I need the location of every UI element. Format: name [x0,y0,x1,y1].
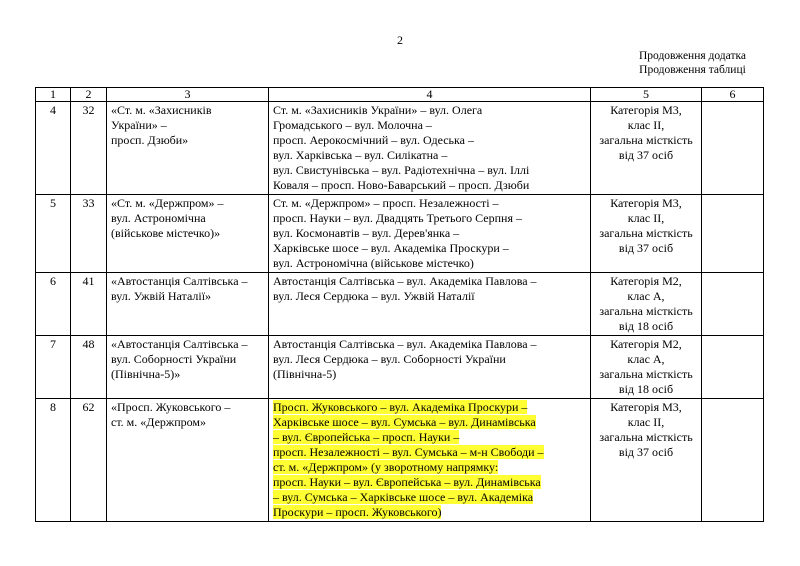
route-number: 41 [71,273,107,336]
route-name [107,102,269,195]
route-path-line: Ст. м. «Держпром» – просп. Незалежності – [273,196,499,210]
extra-cell [702,273,764,336]
header-cell: 6 [702,88,764,102]
route-name-line: «Ст. м. «Захисників [111,103,212,117]
vehicle-category [591,336,702,399]
route-path-highlighted [269,399,591,522]
route-number: 33 [71,195,107,273]
route-path-line: (Північна-5) [273,367,337,381]
category-line: клас А, [627,352,665,366]
route-name [107,273,269,336]
extra-cell [702,102,764,195]
category-line: від 18 осіб [618,319,674,333]
category-line: клас А, [627,289,665,303]
category-line: клас ІІ, [627,118,665,132]
route-name-line: просп. Дзюби» [111,133,189,147]
category-line: загальна місткість [599,304,693,318]
route-number: 32 [71,102,107,195]
route-name-line: України» – [111,118,167,132]
extra-cell [702,399,764,522]
continuation-table: Продовження таблиці [639,64,746,76]
header-cell: 3 [107,88,269,102]
route-name [107,195,269,273]
route-name-line: ст. м. «Держпром» [111,415,206,429]
row-number: 6 [36,273,71,336]
category-line: від 37 осіб [618,148,674,162]
route-path-line: Автостанція Салтівська – вул. Академіка Павлова – [273,337,537,351]
route-path-line: Просп. Жуковського – вул. Академіка Проскури – [273,400,528,414]
category-line: загальна місткість [599,430,693,444]
route-name-line: вул. Астрономічна [111,211,206,225]
table-row [36,273,764,336]
route-number: 62 [71,399,107,522]
route-name-line: «Просп. Жуковського – [111,400,231,414]
table-row [36,399,764,522]
vehicle-category [591,102,702,195]
route-name [107,399,269,522]
page-number: 2 [397,33,403,47]
route-name-line: вул. Соборності України [111,352,237,366]
extra-cell [702,195,764,273]
extra-cell [702,336,764,399]
category-line: Категорія М3, [610,196,682,210]
route-path-line: Харківське шосе – вул. Сумська – вул. Динамівська [273,415,536,429]
route-path-line: вул. Леся Сердюка – вул. Ужвій Наталії [273,289,475,303]
row-number: 8 [36,399,71,522]
route-path-line: просп. Науки – вул. Двадцять Третього Серпня – [273,211,522,225]
category-line: від 18 осіб [618,382,674,396]
category-line: Категорія М2, [610,274,682,288]
route-path [269,336,591,399]
table-row [36,195,764,273]
category-line: Категорія М3, [610,103,682,117]
route-name-line: «Ст. м. «Держпром» – [111,196,224,210]
category-line: загальна місткість [599,133,693,147]
route-name-line: «Автостанція Салтівська – [111,274,248,288]
route-name-line: «Автостанція Салтівська – [111,337,248,351]
route-path-line: просп. Незалежності – вул. Сумська – м-н Свободи – [273,445,544,459]
route-path-line: ст. м. «Держпром» (у зворотному напрямку: [273,460,499,474]
header-cell: 2 [71,88,107,102]
vehicle-category [591,273,702,336]
category-line: від 37 осіб [618,241,674,255]
route-path-line: Харківське шосе – вул. Академіка Проскури – [273,241,509,255]
route-path-line: – вул. Європейська – просп. Науки – [273,430,460,444]
route-path [269,102,591,195]
route-path [269,273,591,336]
table-header-row [36,88,764,102]
category-line: клас ІІ, [627,415,665,429]
route-path-line: вул. Леся Сердюка – вул. Соборності України [273,352,506,366]
route-name-line: (Північна-5)» [111,367,181,381]
route-path [269,195,591,273]
continuation-note [639,49,746,77]
route-path-line: Коваля – просп. Ново-Баварський – просп. Дзюби [273,178,530,192]
row-number: 7 [36,336,71,399]
continuation-appendix: Продовження додатка [638,50,746,62]
route-path-line: Проскури – просп. Жуковського) [273,505,442,519]
routes-table [35,87,764,522]
route-name-line: (військове містечко)» [111,226,221,240]
vehicle-category [591,195,702,273]
route-name-line: вул. Ужвій Наталії» [111,289,212,303]
route-path-line: Громадського – вул. Молочна – [273,118,432,132]
category-line: загальна місткість [599,367,693,381]
route-path-line: просп. Аерокосмічний – вул. Одеська – [273,133,474,147]
category-line: загальна місткість [599,226,693,240]
category-line: Категорія М3, [610,400,682,414]
route-path-line: вул. Астрономічна (військове містечко) [273,256,474,270]
vehicle-category [591,399,702,522]
category-line: клас ІІ, [627,211,665,225]
category-line: Категорія М2, [610,337,682,351]
route-path-line: просп. Науки – вул. Європейська – вул. Динамівська [273,475,541,489]
row-number: 4 [36,102,71,195]
route-name [107,336,269,399]
row-number: 5 [36,195,71,273]
route-path-line: – вул. Сумська – Харківське шосе – вул. Академіка [273,490,534,504]
table-row [36,102,764,195]
route-number: 48 [71,336,107,399]
route-path-line: вул. Космонавтів – вул. Дерев'янка – [273,226,460,240]
route-path-line: Автостанція Салтівська – вул. Академіка Павлова – [273,274,537,288]
header-cell: 1 [36,88,71,102]
header-cell: 4 [269,88,591,102]
table-row [36,336,764,399]
category-line: від 37 осіб [618,445,674,459]
route-path-line: Ст. м. «Захисників України» – вул. Олега [273,103,483,117]
route-path-line: вул. Свистунівська – вул. Радіотехнічна – вул. Іллі [273,163,530,177]
route-path-line: вул. Харківська – вул. Силікатна – [273,148,448,162]
header-cell: 5 [591,88,702,102]
